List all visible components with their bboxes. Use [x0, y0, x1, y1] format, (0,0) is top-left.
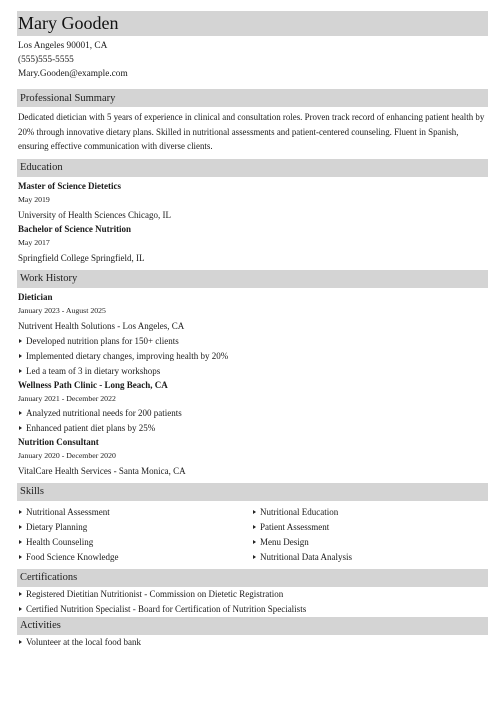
- bullet-item: Implemented dietary changes, improving health by 20%: [18, 349, 488, 364]
- degree-date: May 2019: [18, 194, 50, 204]
- activities-list: [18, 635, 488, 650]
- bullet-item: Enhanced patient diet plans by 25%: [18, 421, 488, 436]
- section-header-summary: Professional Summary: [17, 89, 488, 107]
- contact-block: [18, 39, 488, 81]
- job-entry: [18, 379, 488, 436]
- job-date: January 2020 - December 2020: [18, 450, 116, 460]
- job-title: Wellness Path Clinic - Long Beach, CA: [18, 379, 168, 390]
- job-bullets: [18, 334, 488, 379]
- job-title: Nutrition Consultant: [18, 436, 99, 447]
- skill-item: Nutritional Education: [252, 505, 488, 520]
- school-name: Springfield College Springfield, IL: [18, 252, 145, 263]
- job-title: Dietician: [18, 291, 53, 302]
- job-company: Nutrivent Health Solutions - Los Angeles, CA: [18, 320, 185, 331]
- job-company: VitalCare Health Services - Santa Monica, CA: [18, 465, 186, 476]
- job-date: January 2021 - December 2022: [18, 393, 116, 403]
- certification-item: Registered Dietitian Nutritionist - Commission on Dietetic Registration: [18, 587, 488, 602]
- skill-item: Menu Design: [252, 535, 488, 550]
- section-header-activities: Activities: [17, 617, 488, 635]
- school-name: University of Health Sciences Chicago, IL: [18, 209, 171, 220]
- section-header-work-history: Work History: [17, 270, 488, 288]
- summary-text: Dedicated dietician with 5 years of experience in clinical and consultation roles. Proven track record of enhancing patient health by 20% through innovative dietary plans. Skilled in nutritional assessments and patient-centered counseling. Fluent in Spanish, ensuring effective communication with diverse clients.: [18, 112, 485, 152]
- section-header-skills: Skills: [17, 483, 488, 501]
- degree-title: Master of Science Dietetics: [18, 180, 122, 191]
- skill-item: Nutritional Data Analysis: [252, 550, 488, 565]
- job-date: January 2023 - August 2025: [18, 305, 106, 315]
- education-list: [18, 180, 488, 266]
- degree-title: Bachelor of Science Nutrition: [18, 223, 132, 234]
- job-bullets: [18, 406, 488, 436]
- skill-item: Nutritional Assessment: [18, 505, 252, 520]
- contact-location: Los Angeles 90001, CA: [18, 41, 108, 51]
- job-entry: [18, 436, 488, 479]
- skill-item: Dietary Planning: [18, 520, 252, 535]
- skills-column-left: [18, 505, 252, 565]
- work-list: [18, 291, 488, 479]
- bullet-item: Developed nutrition plans for 150+ clients: [18, 334, 488, 349]
- contact-email: Mary.Gooden@example.com: [18, 69, 128, 79]
- skill-item: Health Counseling: [18, 535, 252, 550]
- bullet-item: Led a team of 3 in dietary workshops: [18, 364, 488, 379]
- education-item: [18, 180, 488, 223]
- skill-item: Patient Assessment: [252, 520, 488, 535]
- certification-item: Certified Nutrition Specialist - Board for Certification of Nutrition Specialists: [18, 602, 488, 617]
- bullet-item: Analyzed nutritional needs for 200 patients: [18, 406, 488, 421]
- section-header-education: Education: [17, 159, 488, 177]
- candidate-name: Mary Gooden: [18, 13, 119, 33]
- education-item: [18, 223, 488, 266]
- activity-item: Volunteer at the local food bank: [18, 635, 488, 650]
- name-header: [17, 11, 488, 36]
- skills-grid: [18, 505, 488, 565]
- degree-date: May 2017: [18, 237, 50, 247]
- job-entry: [18, 291, 488, 379]
- contact-phone: (555)555-5555: [18, 55, 74, 65]
- certifications-list: [18, 587, 488, 617]
- skill-item: Food Science Knowledge: [18, 550, 252, 565]
- section-header-certifications: Certifications: [17, 569, 488, 587]
- skills-column-right: [252, 505, 488, 565]
